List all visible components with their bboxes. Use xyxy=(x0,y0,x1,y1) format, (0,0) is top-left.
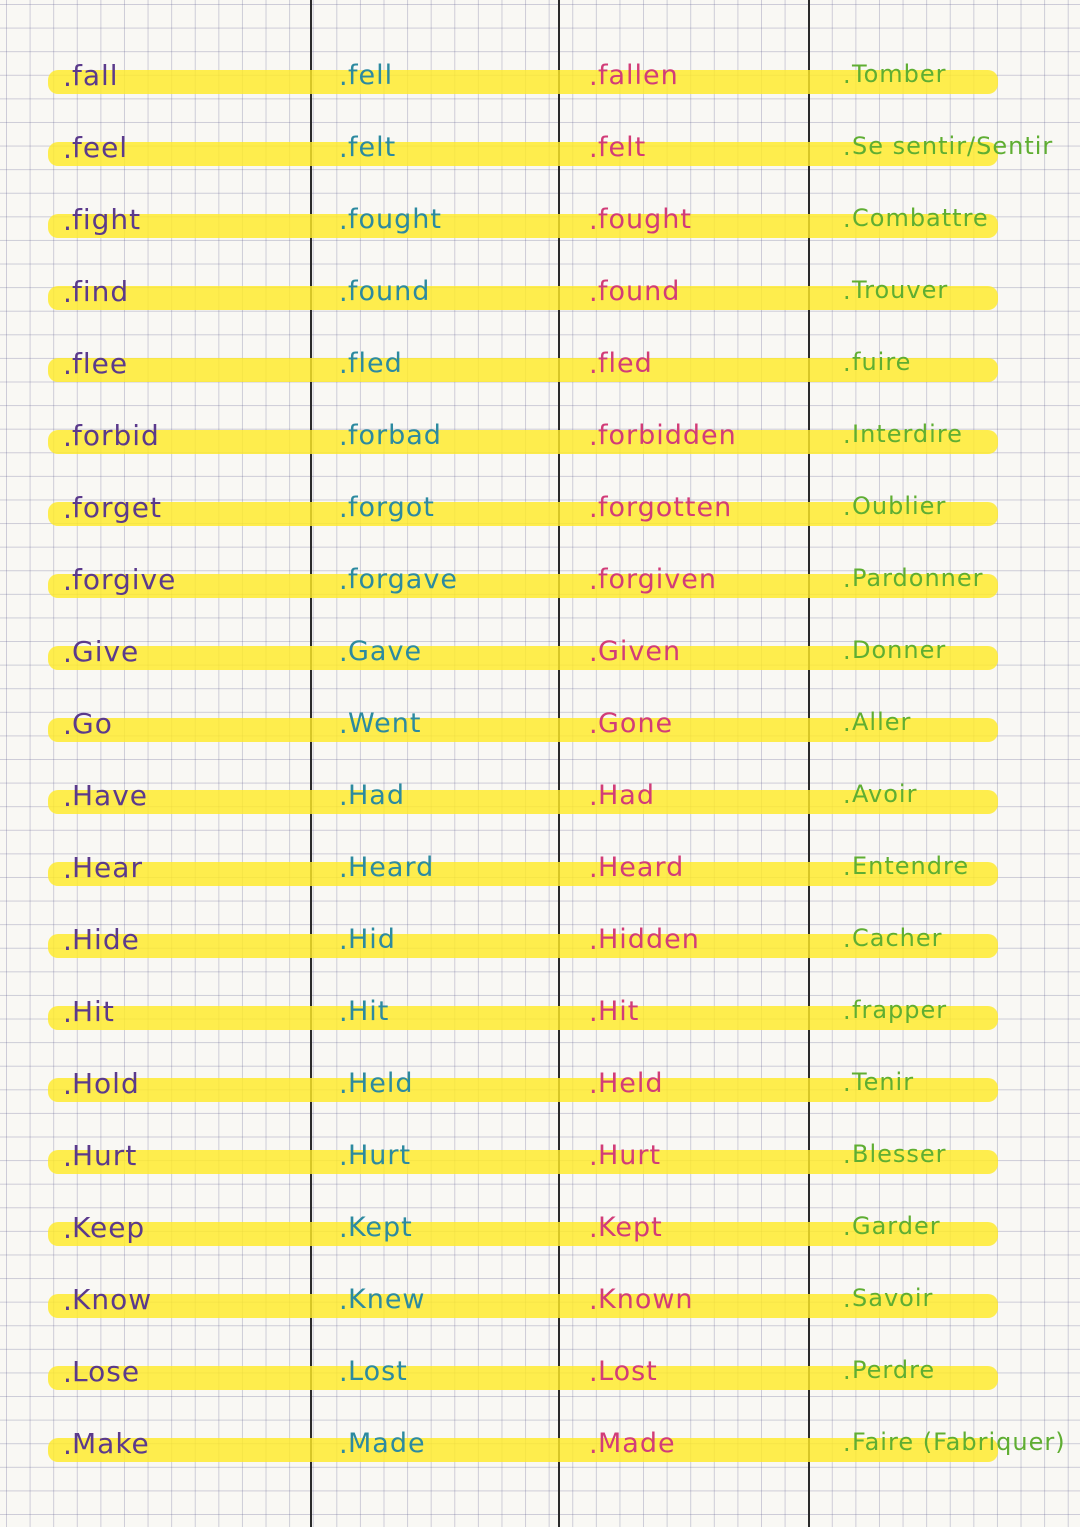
verb-inf-cell: . Have xyxy=(72,782,148,810)
verb-fr-cell: . Aller xyxy=(852,710,911,734)
verb-pp-cell: . Hit xyxy=(598,998,639,1025)
verb-pp-cell: . forbidden xyxy=(598,422,737,449)
verb-fr-cell: . fuire xyxy=(852,350,911,374)
verb-pret-cell: . Held xyxy=(348,1070,414,1097)
verb-fr-cell: . Perdre xyxy=(852,1358,935,1382)
verb-fr-cell: . Tomber xyxy=(852,62,947,86)
verb-pp-cell: . fought xyxy=(598,206,692,233)
verb-pret-cell: . fled xyxy=(348,350,403,377)
verb-pp-cell: . forgotten xyxy=(598,494,732,521)
verb-pp-cell: . Hurt xyxy=(598,1142,661,1169)
verb-pp-cell: . found xyxy=(598,278,680,305)
verb-pp-cell: . Given xyxy=(598,638,681,665)
verb-pp-cell: . Heard xyxy=(598,854,684,881)
verb-pp-cell: . fled xyxy=(598,350,653,377)
verb-fr-cell: . Trouver xyxy=(852,278,948,302)
verb-inf-cell: . Hold xyxy=(72,1070,140,1098)
verb-pp-cell: . Known xyxy=(598,1286,694,1313)
verb-pp-cell: . forgiven xyxy=(598,566,717,593)
verb-pp-cell: . felt xyxy=(598,134,646,161)
verb-inf-cell: . fight xyxy=(72,206,141,234)
verb-pret-cell: . fought xyxy=(348,206,442,233)
verb-pp-cell: . Had xyxy=(598,782,655,809)
verb-pp-cell: . Kept xyxy=(598,1214,663,1241)
verb-fr-cell: . Oublier xyxy=(852,494,946,518)
verb-fr-cell: . Avoir xyxy=(852,782,917,806)
verb-pret-cell: . Heard xyxy=(348,854,434,881)
verb-inf-cell: . forbid xyxy=(72,422,160,450)
verb-pret-cell: . found xyxy=(348,278,430,305)
verb-inf-cell: . Lose xyxy=(72,1358,140,1386)
verb-pret-cell: . Made xyxy=(348,1430,426,1457)
verb-inf-cell: . Hit xyxy=(72,998,115,1026)
verb-inf-cell: . Go xyxy=(72,710,113,738)
verb-inf-cell: . feel xyxy=(72,134,128,162)
verb-inf-cell: . forget xyxy=(72,494,162,522)
verb-fr-cell: . Faire (Fabriquer) xyxy=(852,1430,1066,1454)
verb-inf-cell: . flee xyxy=(72,350,128,378)
verb-inf-cell: . fall xyxy=(72,62,119,90)
verb-fr-cell: . Combattre xyxy=(852,206,989,230)
verb-fr-cell: . Donner xyxy=(852,638,946,662)
verb-pret-cell: . Hid xyxy=(348,926,396,953)
verb-pret-cell: . forgot xyxy=(348,494,435,521)
verb-pp-cell: . Gone xyxy=(598,710,673,737)
verb-pret-cell: . fell xyxy=(348,62,393,89)
verb-inf-cell: . Hear xyxy=(72,854,143,882)
verb-pret-cell: . Gave xyxy=(348,638,422,665)
verb-fr-cell: . Blesser xyxy=(852,1142,947,1166)
verb-inf-cell: . Know xyxy=(72,1286,152,1314)
verb-fr-cell: . Entendre xyxy=(852,854,969,878)
verb-pret-cell: . forgave xyxy=(348,566,458,593)
verb-pret-cell: . Had xyxy=(348,782,405,809)
verb-pret-cell: . Kept xyxy=(348,1214,413,1241)
verb-fr-cell: . Cacher xyxy=(852,926,943,950)
verb-inf-cell: . forgive xyxy=(72,566,176,594)
verb-pp-cell: . Made xyxy=(598,1430,676,1457)
verb-fr-cell: . Garder xyxy=(852,1214,941,1238)
verb-fr-cell: . Tenir xyxy=(852,1070,914,1094)
verb-fr-cell: . Interdire xyxy=(852,422,963,446)
verb-pret-cell: . Hurt xyxy=(348,1142,411,1169)
verb-pret-cell: . felt xyxy=(348,134,396,161)
verb-pp-cell: . Lost xyxy=(598,1358,658,1385)
verb-inf-cell: . Hide xyxy=(72,926,140,954)
verb-inf-cell: . find xyxy=(72,278,129,306)
verb-pret-cell: . Lost xyxy=(348,1358,408,1385)
verb-pp-cell: . fallen xyxy=(598,62,679,89)
verb-pret-cell: . Knew xyxy=(348,1286,426,1313)
verb-inf-cell: . Give xyxy=(72,638,139,666)
verb-inf-cell: . Keep xyxy=(72,1214,145,1242)
verb-pret-cell: . Hit xyxy=(348,998,389,1025)
verb-fr-cell: . frapper xyxy=(852,998,947,1022)
verb-pp-cell: . Held xyxy=(598,1070,664,1097)
verb-pret-cell: . forbad xyxy=(348,422,442,449)
verb-fr-cell: . Savoir xyxy=(852,1286,933,1310)
verb-inf-cell: . Make xyxy=(72,1430,150,1458)
verb-fr-cell: . Se sentir/Sentir xyxy=(852,134,1053,158)
verb-inf-cell: . Hurt xyxy=(72,1142,137,1170)
verb-pret-cell: . Went xyxy=(348,710,421,737)
verb-fr-cell: . Pardonner xyxy=(852,566,984,590)
verb-pp-cell: . Hidden xyxy=(598,926,700,953)
